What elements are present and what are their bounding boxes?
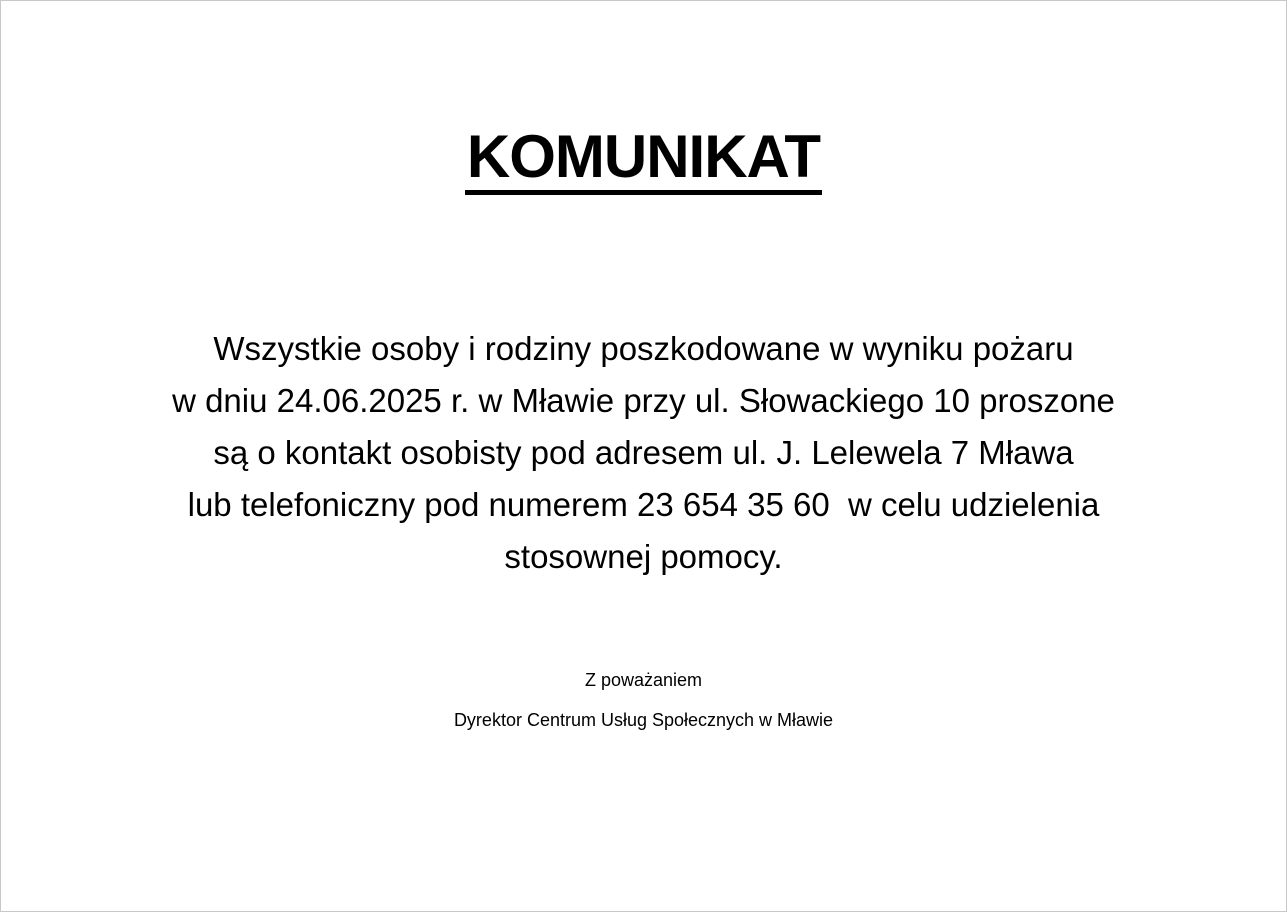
- body-line-3: są o kontakt osobisty pod adresem ul. J. Lelewela 7 Mława: [213, 434, 1074, 471]
- body-line-1: Wszystkie osoby i rodziny poszkodowane w wyniku pożaru: [213, 330, 1074, 367]
- body-line-2: w dniu 24.06.2025 r. w Mławie przy ul. Słowackiego 10 proszone: [172, 382, 1115, 419]
- title-text: KOMUNIKAT: [465, 124, 822, 195]
- page-title: [1, 119, 1286, 195]
- closing-greeting: Z poważaniem: [584, 670, 703, 690]
- announcement-body: [1, 323, 1286, 583]
- signature-line: Dyrektor Centrum Usług Społecznych w Mławie: [453, 710, 834, 730]
- body-line-5: stosownej pomocy.: [504, 538, 783, 575]
- body-line-4: lub telefoniczny pod numerem 23 654 35 60 w celu udzielenia: [187, 486, 1100, 523]
